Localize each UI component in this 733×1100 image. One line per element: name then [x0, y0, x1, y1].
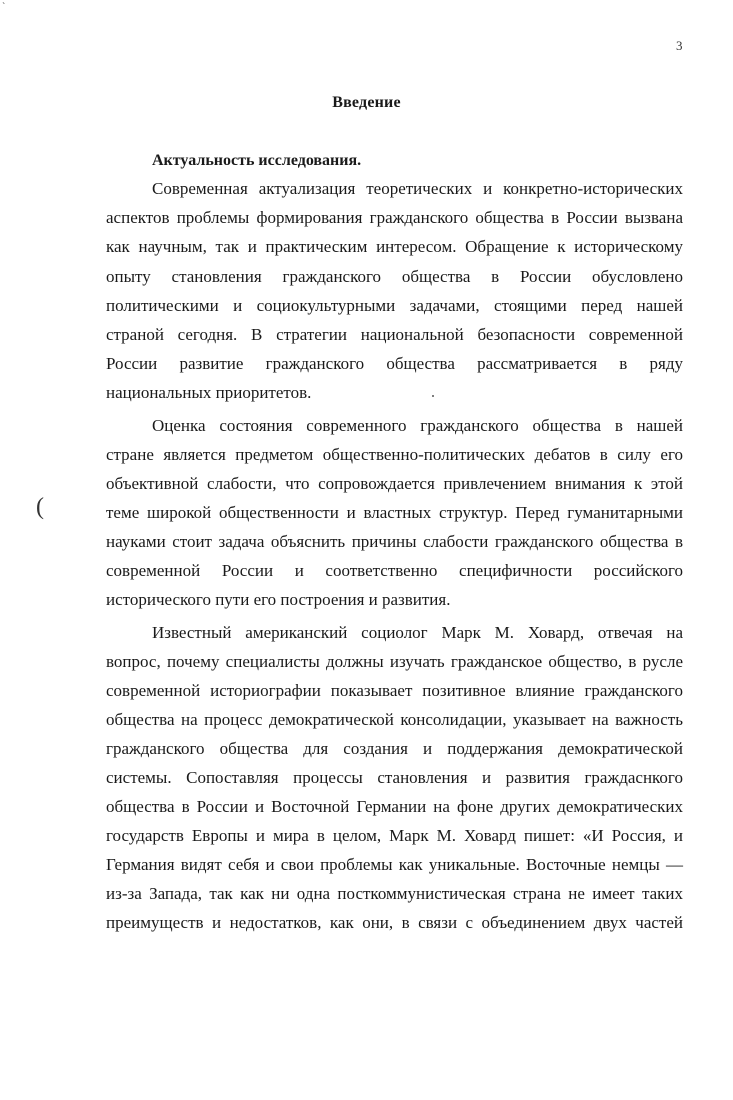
- paragraph-1-line: опыту становления гражданского общества в России обусловлено: [106, 267, 683, 286]
- page-title: Введение: [332, 94, 401, 111]
- page-number: 3: [676, 38, 683, 53]
- section-heading: Актуальность исследования.: [152, 152, 362, 169]
- paragraph-3-line: из-за Запада, так как ни одна посткоммунистическая страна не имеет таких: [106, 884, 683, 903]
- paragraph-3-line: общества на процесс демократической консолидации, указывает на важность: [106, 710, 683, 729]
- paragraph-2-line: объективной слабости, что сопровождается привлечением внимания к этой: [106, 474, 683, 493]
- paragraph-3-line: общества в России и Восточной Германии на фоне других демократических: [106, 797, 683, 816]
- paragraph-1-line: России развитие гражданского общества рассматривается в ряду: [106, 354, 683, 373]
- paragraph-1-line: как научным, так и практическим интересом. Обращение к историческому: [106, 237, 683, 256]
- paragraph-3-line: современной историографии показывает позитивное влияние гражданского: [106, 681, 683, 700]
- margin-bracket-mark: (: [36, 494, 44, 520]
- paragraph-3-line: гражданского общества для создания и поддержания демократической: [106, 739, 683, 758]
- paragraph-3-line: государств Европы и мира в целом, Марк М. Ховард пишет: «И Россия, и: [106, 826, 683, 845]
- corner-mark: `: [2, 2, 6, 13]
- paragraph-3-line: вопрос, почему специалисты должны изучать гражданское общество, в русле: [106, 652, 683, 671]
- paragraph-2-line: современной России и соответственно специфичности российского: [106, 561, 683, 580]
- paragraph-1-line: политическими и социокультурными задачами, стоящими перед нашей: [106, 296, 683, 315]
- paragraph-3-line: Известный американский социолог Марк М. Ховард, отвечая на: [152, 623, 683, 642]
- paragraph-1-line: аспектов проблемы формирования гражданского общества в России вызвана: [106, 208, 683, 227]
- paragraph-2-line: исторического пути его построения и развития.: [106, 590, 451, 609]
- paragraph-2-line: теме широкой общественности и властных структур. Перед гуманитарными: [106, 503, 683, 522]
- paragraph-1-line: национальных приоритетов.: [106, 383, 312, 402]
- paragraph-2-line: стране является предметом общественно-политических дебатов в силу его: [106, 445, 683, 464]
- paragraph-3-line: Германия видят себя и свои проблемы как уникальные. Восточные немцы —: [106, 855, 683, 874]
- paragraph-1-line: страной сегодня. В стратегии национальной безопасности современной: [106, 325, 683, 344]
- paragraph-3-line: преимуществ и недостатков, как они, в связи с объединением двух частей: [106, 913, 683, 932]
- paragraph-2-line: науками стоит задача объяснить причины слабости гражданского общества в: [106, 532, 683, 551]
- paragraph-1-line: Современная актуализация теоретических и конкретно-исторических: [152, 179, 683, 198]
- paragraph-3-line: системы. Сопоставляя процессы становления и развития граждаснкого: [106, 768, 683, 787]
- paragraph-2-line: Оценка состояния современного гражданского общества в нашей: [152, 416, 683, 435]
